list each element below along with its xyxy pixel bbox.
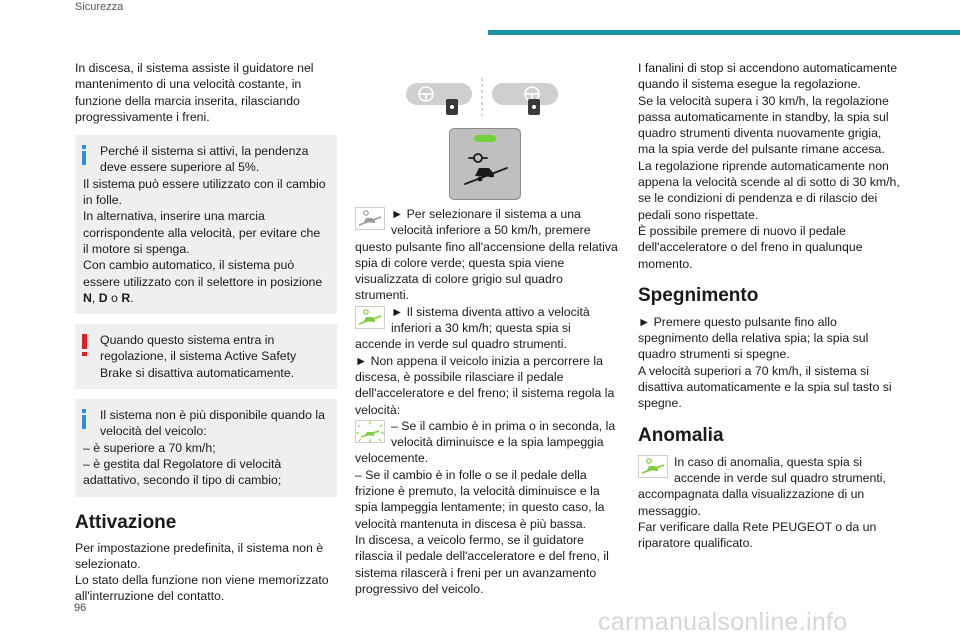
heading-spegnimento: Spegnimento [638, 284, 759, 306]
gear-sep1: , [91, 290, 99, 305]
info-note-2 [75, 399, 337, 496]
attivazione-line2: Lo stato della funzione non viene memorizzato all'interruzione del contatto. [75, 573, 329, 604]
hill-descent-green-icon [355, 306, 385, 329]
note1-line4 [83, 257, 329, 306]
page-number: 96 [74, 602, 87, 614]
section-title: Sicurezza [75, 1, 124, 13]
note2-line2: – è superiore a 70 km/h; [83, 440, 216, 455]
note2-line1: Il sistema non è più disponibile quando la velocità del veicolo: [100, 408, 325, 439]
hill-descent-button-illustration [449, 128, 521, 200]
para-release-pedals: ► Non appena il veicolo inizia a percorrere la discesa, è possibile rilasciare il pedale dell'acceleratore e del freno; il sistema regola la velocità: [355, 353, 615, 417]
info-icon [82, 409, 86, 429]
para-first-second-gear: – Se il cambio è in prima o in seconda, la velocità diminuisce e la spia lampeggia velocemente. [355, 418, 616, 466]
column-right [638, 60, 900, 551]
header-accent-bar [488, 30, 960, 35]
para-regulation-resumes: La regolazione riprende automaticamente non appena la velocità scende al di sotto di 30 km/h, se le condizioni di pendenza e di rilascio dei pedali sono rispettate. [638, 158, 900, 222]
heading-attivazione: Attivazione [75, 511, 177, 533]
warning-note [75, 324, 337, 389]
gear-d: D [98, 290, 108, 305]
warning-icon [82, 334, 87, 356]
anomalia-block [638, 454, 900, 552]
gear-sep2: o [107, 290, 122, 305]
info-icon [82, 145, 86, 165]
para-system-active: ► Il sistema diventa attivo a velocità inferiori a 30 km/h; questa spia si accende in verde sul quadro strumenti. [355, 304, 590, 352]
note2-line3: – è gestita dal Regolatore di velocità adattativo, secondo il tipo di cambio; [83, 456, 282, 488]
column-middle [355, 206, 619, 597]
para-pedal-anytime: È possibile premere di nuovo il pedale dell'acceleratore o del freno in qualunque momento. [638, 223, 863, 271]
para-stop-lights: I fanalini di stop si accendono automaticamente quando il sistema esegue la regolazione. [638, 61, 898, 92]
column-left [75, 60, 337, 605]
note1-line1: Perché il sistema si attivi, la pendenza deve essere superiore al 5%. [100, 144, 309, 175]
gear-r: R [121, 290, 131, 305]
spegnimento-p1: ► Premere questo pulsante fino allo spegnimento della relativa spia; la spia sul quadro strumenti si spegne. [638, 314, 869, 362]
attivazione-line1: Per impostazione predefinita, il sistema non è selezionato. [75, 540, 324, 571]
note1-line3: In alternativa, inserire una marcia corrispondente alla velocità, per evitare che il motore si spenga. [83, 209, 321, 256]
anomalia-p1: In caso di anomalia, questa spia si accende in verde sul quadro strumenti, accompagnata dalla visualizzazione di un messaggio. [638, 454, 886, 518]
heading-anomalia: Anomalia [638, 424, 724, 446]
watermark: carmanualsonline.info [598, 608, 848, 636]
para-select-system: ► Per selezionare il sistema a una velocità inferiore a 50 km/h, premere questo pulsante fino all'accensione della relativa spia di colore verde; questa spia viene visualizzata di colore grigio sul quadro strumenti. [355, 207, 618, 303]
intro-paragraph: In discesa, il sistema assiste il guidatore nel mantenimento di una velocità costante, in funzione della marcia inserita, rilasciando progressivamente i freni. [75, 61, 314, 124]
hill-descent-grey-icon [355, 207, 385, 230]
steering-wheel-illustration [406, 78, 558, 116]
note1-line4-text: Con cambio automatico, il sistema può essere utilizzato con il selettore in posizione [83, 258, 323, 289]
gear-end: . [130, 290, 134, 305]
para-vehicle-stopped: In discesa, a veicolo fermo, se il guidatore rilascia il pedale dell'acceleratore e del freno, il sistema rilascerà i freni per un avanzamento progressivo del veicolo. [355, 532, 609, 596]
hill-descent-fault-icon [638, 455, 668, 478]
warning-line1: Quando questo sistema entra in regolazione, il sistema Active Safety Brake si disattiva automaticamente. [100, 333, 297, 380]
para-speed-above-30: Se la velocità supera i 30 km/h, la regolazione passa automaticamente in standby, la spia sul quadro strumenti diventa nuovamente grigia, ma la spia verde del pulsante rimane accesa. [638, 93, 889, 157]
para-neutral-gear: – Se il cambio è in folle o se il pedale della frizione è premuto, la velocità diminuisce e la spia lampeggia lentamente; in questo caso, la velocità mantenuta in discesa è più bassa. [355, 467, 605, 531]
gear-n: N [83, 290, 92, 305]
spegnimento-p2: A velocità superiori a 70 km/h, il sistema si disattiva automaticamente e la spia sul tasto si spegne. [638, 363, 892, 411]
anomalia-p2: Far verificare dalla Rete PEUGEOT o da un riparatore qualificato. [638, 519, 877, 551]
info-note-1 [75, 135, 337, 314]
hill-descent-flashing-icon [355, 420, 385, 443]
note1-line2: Il sistema può essere utilizzato con il cambio in folle. [83, 176, 326, 208]
